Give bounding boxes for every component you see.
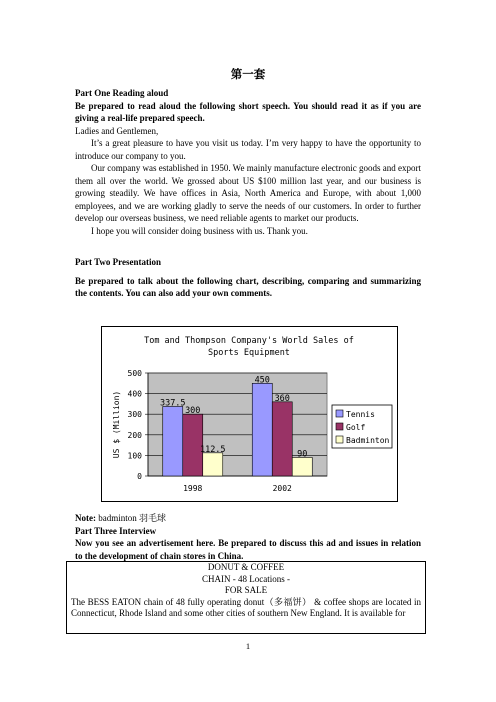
part-one-section bbox=[75, 87, 421, 237]
ad-headline-3: FOR SALE bbox=[224, 585, 268, 595]
bar bbox=[252, 383, 272, 476]
chart-legend bbox=[332, 405, 392, 448]
note-text: badminton 羽毛球 bbox=[96, 513, 166, 523]
page-number: 1 bbox=[245, 641, 251, 651]
bar bbox=[292, 457, 312, 476]
part-two-section bbox=[75, 256, 421, 300]
data-label: 90 bbox=[297, 449, 308, 460]
page-title: 第一套 bbox=[230, 67, 266, 81]
legend-label: Golf bbox=[346, 423, 366, 432]
speech-paragraph-2: Our company was established in 1950. We mainly manufacture electronic goods and export them all over the world. We grossed about US $100 million last year, and our business is growing steadily. We have offices in Asia, North America and Europe, with about 1,000 employees, and we are working gladly to serve the needs of our customers. In order to further develop our overseas business, we need reliable agents to market our products. bbox=[75, 163, 421, 223]
speech-salutation: Ladies and Gentlemen, bbox=[75, 125, 159, 136]
y-tick-label: 0 bbox=[137, 472, 142, 481]
advertisement-box bbox=[66, 561, 426, 634]
chart-title-line-1: Tom and Thompson Company's World Sales of bbox=[144, 336, 354, 346]
plot-area bbox=[112, 369, 327, 493]
note bbox=[75, 512, 421, 525]
ad-headline-1: DONUT & COFFEE bbox=[207, 562, 285, 572]
part-one-instruction: Be prepared to read aloud the following short speech. You should read it as if you are giving a real-life prepared speech. bbox=[75, 100, 421, 123]
chart-svg bbox=[102, 327, 397, 501]
ad-body-text: The BESS EATON chain of 48 fully operating donut（多福饼） & coffee shops are located in Connecticut, Rhode Island and some other cities of southern New England. It is available for bbox=[71, 596, 421, 618]
legend-label: Tennis bbox=[346, 410, 375, 419]
bar bbox=[163, 406, 183, 476]
part-three-heading: Part Three Interview bbox=[75, 525, 157, 536]
ad-headline-2: CHAIN - 48 Locations - bbox=[202, 573, 290, 584]
y-axis-label: US $ (Million) bbox=[112, 390, 121, 459]
chart-title-line-2: Sports Equipment bbox=[208, 348, 290, 358]
data-label: 112.5 bbox=[199, 444, 226, 455]
legend-swatch bbox=[336, 436, 343, 443]
data-label: 300 bbox=[185, 406, 201, 417]
data-label: 450 bbox=[254, 375, 270, 386]
bar bbox=[203, 453, 223, 476]
legend-label: Badminton bbox=[346, 436, 390, 445]
legend-swatch bbox=[336, 410, 343, 417]
data-label: 360 bbox=[274, 393, 290, 404]
part-three-section bbox=[75, 512, 421, 562]
speech-paragraph-3: I hope you will consider doing business with us. Thank you. bbox=[91, 225, 308, 236]
part-two-heading: Part Two Presentation bbox=[75, 257, 161, 267]
y-tick-label: 200 bbox=[127, 430, 142, 440]
y-tick-label: 500 bbox=[127, 369, 142, 378]
legend-swatch bbox=[336, 423, 343, 430]
y-tick-label: 400 bbox=[127, 389, 142, 399]
x-tick-label: 1998 bbox=[183, 484, 203, 493]
speech-paragraph-1: It’s a great pleasure to have you visit us today. I’m very happy to have the opportunity to introduce our company to you. bbox=[75, 138, 421, 161]
x-tick-label: 2002 bbox=[272, 484, 292, 493]
y-tick-label: 300 bbox=[127, 410, 142, 420]
note-label: Note: bbox=[75, 513, 96, 523]
part-two-instruction: Be prepared to talk about the following chart, describing, comparing and summarizing the contents. You can also add your own comments. bbox=[75, 275, 421, 298]
sales-chart bbox=[101, 326, 398, 502]
part-one-heading: Part One Reading aloud bbox=[75, 88, 169, 98]
bar bbox=[272, 402, 292, 476]
data-label: 337.5 bbox=[159, 398, 186, 409]
part-three-instruction: Now you see an advertisement here. Be prepared to discuss this ad and issues in relation to the development of chain stores in China. bbox=[75, 538, 421, 561]
y-tick-label: 100 bbox=[127, 451, 142, 461]
